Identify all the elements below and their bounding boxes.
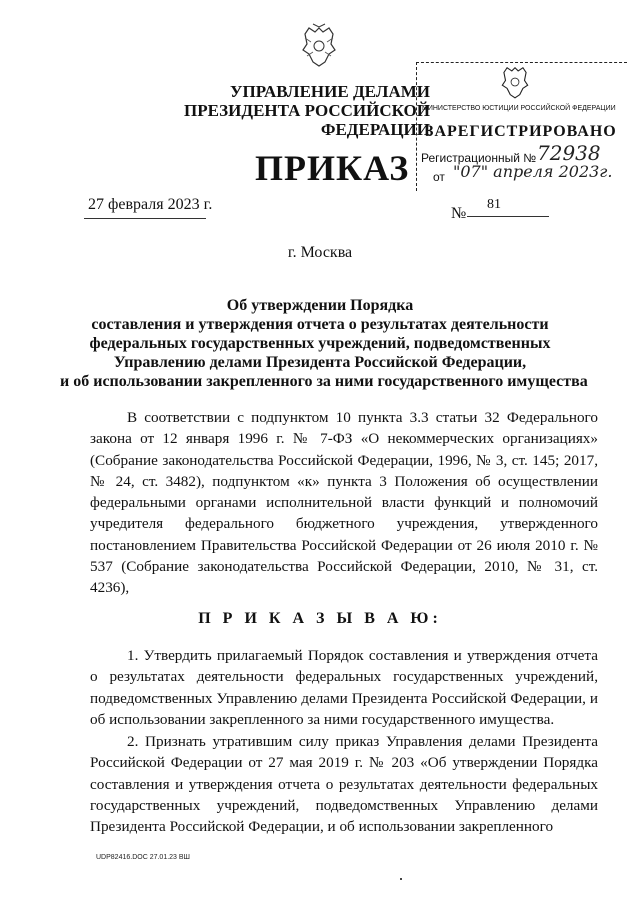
order-item-1: 1. Утвердить прилагаемый Порядок составления и утверждения отчета о результатах деятельности федеральных государственных учреждений, подведомственных Управлению делами Президента Российской Федерации, и об использовании закрепленного за ними государственного имущества. xyxy=(90,647,598,728)
date-underline xyxy=(84,218,206,219)
scan-speck xyxy=(400,878,402,880)
doc-subject xyxy=(60,296,588,391)
agency-header xyxy=(150,82,430,139)
doc-date: 27 февраля 2023 г. xyxy=(88,196,213,213)
doc-number: 81 xyxy=(487,197,501,212)
order-heading: П Р И К А З Ы В А Ю: xyxy=(198,610,442,627)
stamp-crest-icon xyxy=(499,63,531,101)
subject-line: федеральных государственных учреждений, подведомственных xyxy=(89,335,551,352)
city: г. Москва xyxy=(287,244,353,261)
agency-line2: ПРЕЗИДЕНТА РОССИЙСКОЙ ФЕДЕРАЦИИ xyxy=(184,101,430,139)
subject-line: составления и утверждения отчета о результатах деятельности xyxy=(91,316,549,333)
order-item-2: 2. Признать утратившим силу приказ Управления делами Президента Российской Федерации от 27 мая 2019 г. № 203 «Об утверждении Порядка составления и утверждения отчета о результатах деятельности федеральных государственных учреждений, подведомственных Управлению делами Президента Российской Федерации, и об использовании закрепленного xyxy=(90,733,598,836)
registration-stamp xyxy=(416,62,627,191)
coat-of-arms-icon xyxy=(299,22,339,70)
doc-title: ПРИКАЗ xyxy=(255,148,410,188)
number-underline xyxy=(467,216,549,217)
number-label: № xyxy=(451,205,467,222)
file-reference: UDP82416.DOC 27.01.23 ВШ xyxy=(96,854,190,861)
subject-line: Об утверждении Порядка xyxy=(226,297,414,314)
preamble-paragraph: В соответствии с подпунктом 10 пункта 3.3 статьи 32 Федерального закона от 12 января 1996 г. № 7-ФЗ «О некоммерческих организациях» (Собрание законодательства Российской Федерации, 1996, № 3, ст. 145; 2017, № 24, ст. 3482), подпунктом «к» пункта 3 Положения об осуществлении федеральными органами исполнительной власти функций и полномочий учредителя федерального бюджетного учреждения, утвержденного постановлением Правительства Российской Федерации от 26 июля 2010 г. № 537 (Собрание законодательства Российской Федерации, 2010, № 31, ст. 4236), xyxy=(90,409,598,597)
subject-line: и об использовании закрепленного за ними государственного имущества xyxy=(60,373,588,390)
agency-line1: УПРАВЛЕНИЕ ДЕЛАМИ xyxy=(230,82,430,101)
stamp-from-label: от xyxy=(433,170,445,184)
stamp-reg-number-label: Регистрационный № xyxy=(421,151,537,165)
subject-line: Управлению делами Президента Российской Федерации, xyxy=(113,354,527,371)
stamp-reg-number: 72938 xyxy=(537,141,601,165)
stamp-reg-date: "07" апреля 2023г. xyxy=(453,162,613,181)
stamp-ministry: МИНИСТЕРСТВО ЮСТИЦИИ РОССИЙСКОЙ ФЕДЕРАЦИИ xyxy=(422,105,616,112)
stamp-registered: ЗАРЕГИСТРИРОВАНО xyxy=(425,123,617,140)
